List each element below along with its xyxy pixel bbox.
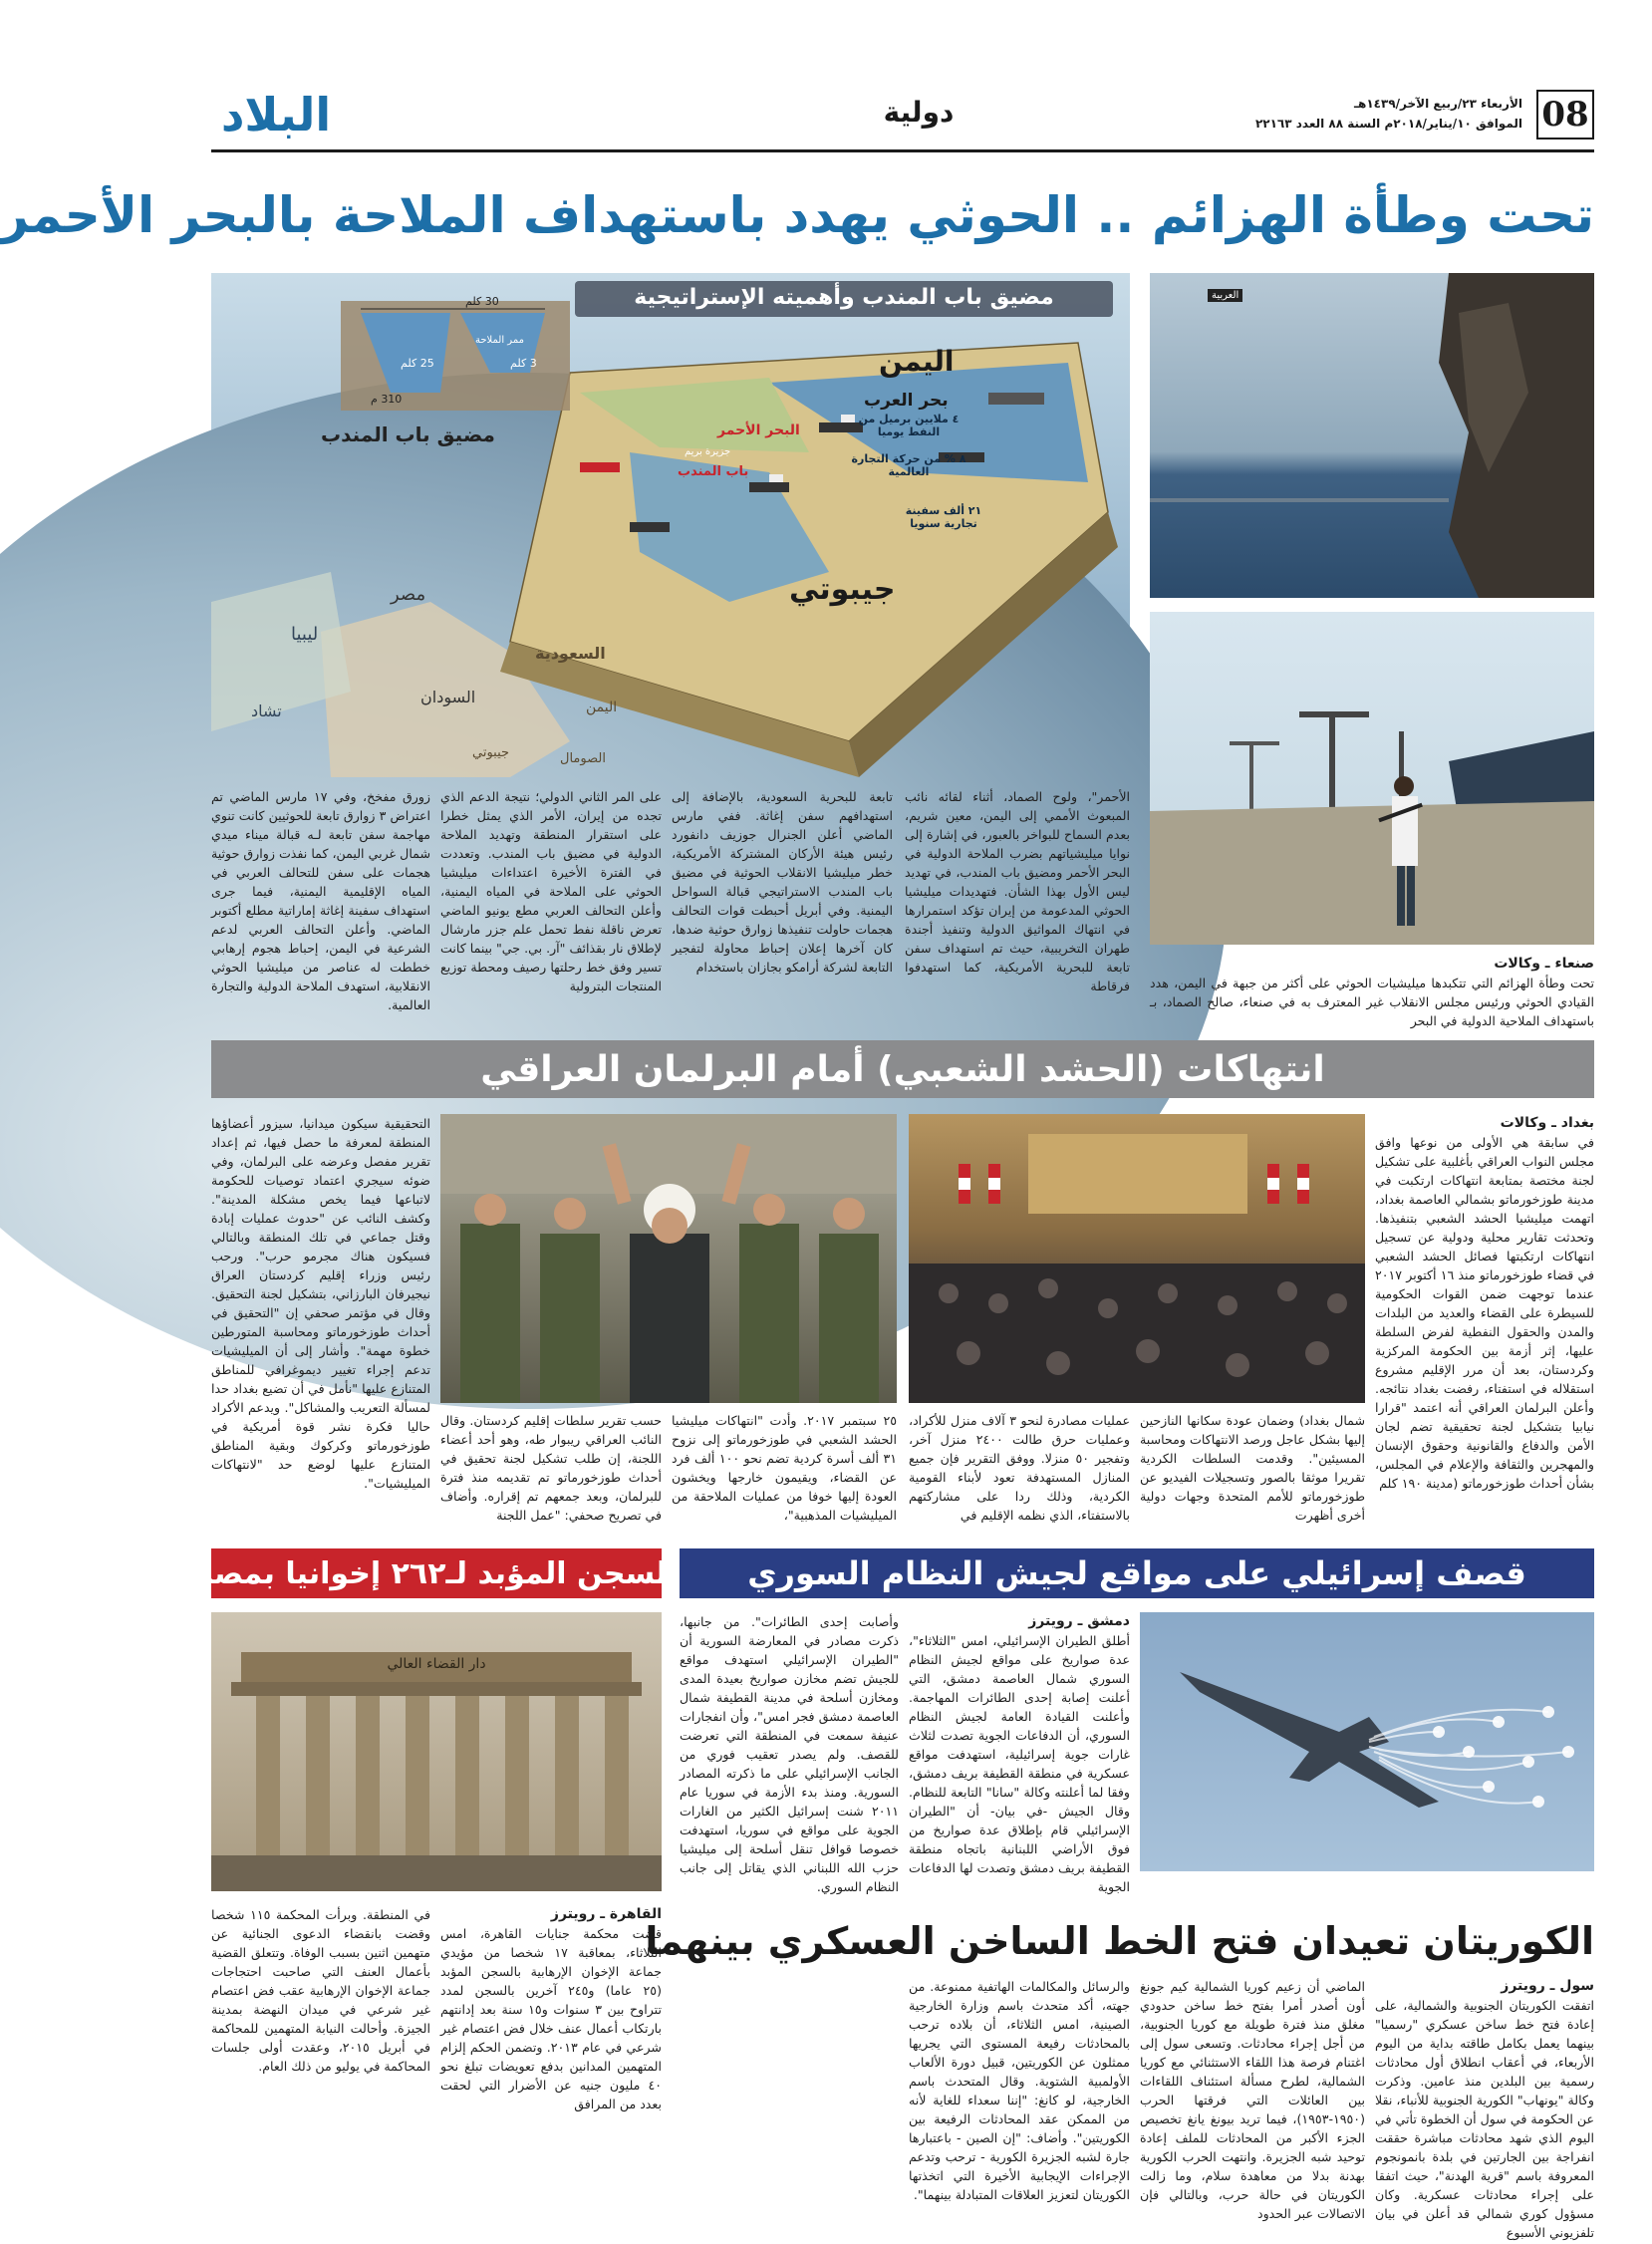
story2-dateline: بغداد ـ وكالات (1500, 1115, 1594, 1131)
story2-headline-band (211, 1040, 1594, 1098)
story1-dateline: صنعاء ـ وكالات (1494, 956, 1594, 972)
masthead-rule (211, 149, 1594, 152)
map-depth2: 25 كلم (401, 357, 434, 370)
map-djibouti: جيبوتي (789, 572, 896, 607)
story4-headline: السجن المؤبد لـ٢٦٢ إخوانيا بمصر (195, 1555, 678, 1591)
story5-col1 (1375, 1977, 1594, 2240)
bab-el-mandeb-map (211, 273, 1130, 777)
story2-col3: عمليات مصادرة لنحو ٣ آلاف منزل للأكراد، وعمليات حرق طالت ٢٤٠٠ منزل آخر، وتفجير ٥٠ منزلا. ووفق التقرير فإن جميع المنازل المستهدفة تعود لأبناء القومية الكردية، وذلك ردا على مشاركتهم بالاستفتاء، الذي نظمه الإقليم في (909, 1413, 1130, 1523)
court-building-photo (211, 1612, 662, 1891)
story4-col2: في المنطقة. وبرأت المحكمة ١١٥ شخصا وقضت بانقضاء الدعوى الجنائية عن متهمين اثنين بسبب الوفاة. وتتعلق القضية بأعمال العنف التي صاحبت احتجاجات جماعة الإخوان الإرهابية عقب فض اعتصام غير شرعي في ميدان النهضة بمدينة الجيزة. وأحالت النيابة المتهمين للمحاكمة في أبريل ٢٠١٥، وعقدت أولى جلسات المحاكمة في يوليو من ذلك العام. (211, 1907, 430, 2074)
section-title: دولية (883, 96, 955, 129)
story1-col1: الأحمر"، ولوح الصماد، أثناء لقائه نائب المبعوث الأممي إلى اليمن، معين شريم، بعدم السماح للبواخر بالعبور، في إشارة إلى نوايا ميليشياتهم بضرب الملاحة الدولية في البحر الأحمر ومضيق باب المندب، في تهديد ليس الأول بهذا الشأن. فتهديدات ميليشيا الحوثي المدعومة من إيران تؤكد استمرارها في انتهاك المواثيق الدولية وتنفيذ أجندة طهران التخريبية، حيث تم استهداف سفن تابعة للبحرية الأمريكية، كما استهدفوا فرقاطة (905, 789, 1130, 993)
story2-col1-text: في سابقة هي الأولى من نوعها وافق مجلس النواب العراقي بأغلبية على تشكيل لجنة مختصة بمتابعة انتهاكات ارتكبت في مدينة طوزخورماتو بشمالي العاصمة بغداد، اتهمت ميليشيا الحشد الشعبي بتنفيذها. وتحدثت تقارير محلية ودولية عن تسجيل انتهاكات ارتكبتها فصائل الحشد الشعبي في قضاء طوزخورماتو منذ ١٦ أكتوبر ٢٠١٧ عندما توجهت ضمن القوات الحكومية للسيطرة على القضاء والعديد من البلدات والمدن والحقول النفطية لفرض السلطة عليها، إثر أزمة بين الحكومة المركزية وكردستان، بعد أن مرر الإقليم مشروع استقلاله في استفتاء، رفضت بغداد نتائجه. وأعلن البرلمان العراقي أنه اعتمد "قرارا نيابيا بتشكيل لجنة تحقيقية تضم لجان الأمن والدفاع والقانونية وحقوق الإنسان والمهجرين والثقافة والإعلام في المجلس، بشأن أحداث طوزخورماتو (مدينة ١٩٠ كلم (1375, 1135, 1594, 1491)
map-djibouti-small: جيبوتي (472, 745, 510, 760)
story2-col5: حسب تقرير سلطات إقليم كردستان. وقال النائب العراقي ريبوار طه، وهو أحد أعضاء اللجنة، إن طلب تشكيل لجنة تحقيق في أحداث طوزخورماتو تم تقديمه منذ فترة للبرلمان، وبعد جمعهم تم إقراره. وأضاف في تصريح صحفي: "عمل اللجنة (440, 1413, 662, 1523)
map-stat-oil: ٤ ملايين برميل من النفط يوميا (858, 413, 960, 438)
story1-headline: تحت وطأة الهزائم .. الحوثي يهدد باستهداف الملاحة بالبحر الأحمر (0, 186, 1594, 244)
story2-col6: التحقيقية سيكون ميدانيا، سيزور أعضاؤها المنطقة لمعرفة ما حصل فيها، ثم إعداد تقرير مفصل وعرضه على البرلمان، وفي ضوئه سيجري اعتماد توصيات للحكومة لاتباعها فيما يخص مشكلة المدينة". وكشف النائب عن "حدوث عمليات إبادة وقتل جماعي في تلك المنطقة وبالتالي فسيكون هناك مجرمو حرب". ورحب رئيس وزراء إقليم كردستان العراق نيجيرفان البارزاني، بتشكيل لجنة التحقيق. وقال في مؤتمر صحفي إن "التحقيق في أحداث طوزخورماتو ومحاسبة المتورطين خطوة مهمة". وأشار إلى أن الميليشيات تدعم إجراء تغيير ديموغرافي للمناطق المتنازع عليها "نأمل في أن تضيع بغداد حدا لمسألة التعريب والمشاكل". ويدعم الأكراد حاليا فكرة نشر قوة أمريكية في طوزخورماتو وكركوك وبقية المناطق المتنازع عليها لوضع حد "لانتهاكات الميليشيات". (211, 1116, 430, 1491)
jet-graphic (1140, 1612, 1594, 1871)
story2-headline: انتهاكات (الحشد الشعبي) أمام البرلمان العراقي (480, 1048, 1325, 1090)
map-yemen-small: اليمن (586, 700, 618, 715)
story4-col1-text: قضت محكمة جنايات القاهرة، امس الثلاثاء، بمعاقبة ١٧ شخصا من مؤيدي جماعة الإخوان الإرهابية بالسجن المؤبد (٢٥ عاما) و٢٤٥ آخرين بالسجن لمدد تتراوح بين ٣ سنوات و١٥ سنة بعد إدانتهم بارتكاب أعمال عنف خلال فض اعتصام غير شرعي في عام ٢٠١٣. وتضمن الحكم إلزام المتهمين المدانين بدفع تعويضات تبلغ نحو ٤٠ مليون جنيه عن الأضرار التي لحقت بعدد من المرافق (440, 1926, 662, 2111)
story1-col2: تابعة للبحرية السعودية، بالإضافة إلى استهدافهم سفن إغاثة. ففي مارس الماضي أعلن الجنرال جوزيف دانفورد رئيس هيئة الأركان المشتركة الأمريكية، خطر ميليشيا الانقلاب الحوثية في مضيق باب المندب الاستراتيجي قبالة السواحل اليمنية. وفي أبريل أحبطت قوات التحالف هجمات حاولت تنفيذها زوارق حوثية ضدها، كان آخرها إعلان إحباط محاولة لتفجير التابعة لشركة أرامكو بجازان باستخدام (672, 789, 893, 975)
map-perim: جزيرة بريم (685, 446, 731, 457)
story5-spacer (680, 1977, 899, 2194)
story1-caption (1150, 955, 1594, 1028)
page-number: 08 (1541, 95, 1589, 135)
court-graphic (211, 1612, 662, 1891)
map-saudi: السعودية (535, 644, 606, 663)
port-graphic (1150, 612, 1594, 945)
date-gregorian: الموافق ١٠/يناير/٢٠١٨م السنة ٨٨ العدد ٢٢١٦٣ (1254, 117, 1522, 131)
story4-col1 (440, 1905, 662, 2194)
date-line (1204, 94, 1522, 134)
story3-headline-band (680, 1548, 1594, 1598)
map-channel: ممر الملاحة (475, 335, 524, 346)
logo-text: البلاد (220, 88, 332, 141)
jet-flares-photo (1140, 1612, 1594, 1871)
story2-col2: شمال بغداد) وضمان عودة سكانها النازحين إليها بشكل عاجل ورصد الانتهاكات ومحاسبة المسيئين". وقدمت السلطات الكردية تقريرا موثقا بالصور وتسجيلات الفيديو عن طوزخورماتو للأمم المتحدة وجهات دولية أخرى أظهرت (1140, 1413, 1365, 1523)
date-hijri: الأربعاء ٢٣/ربيع الآخر/١٤٣٩هـ (1353, 97, 1522, 111)
story3-dateline: دمشق ـ رويترز (1028, 1613, 1130, 1629)
map-title: مضيق باب المندب وأهميته الإستراتيجية (634, 285, 1054, 310)
story2-col4: ٢٥ سبتمبر ٢٠١٧. وأدت "انتهاكات ميليشيا الحشد الشعبي في طوزخورماتو إلى نزوح ٣١ ألف أسرة كردية تضم نحو ١٠٠ ألف فرد عن القضاء، ويقيمون خارجها ويخشون العودة إليها خوفا من عمليات الملاحقة من الميليشيات المذهبية"، (672, 1413, 897, 1523)
story5-dateline: سول ـ رويترز (1501, 1978, 1594, 1994)
newspaper-logo[interactable] (211, 84, 341, 145)
story1-col3: على المر الثاني الدولي؛ نتيجة الدعم الذي تجده من إيران، الأمر الذي يمثل خطرا على استقرار المنطقة وتهديد الملاحة الدولية في مضيق باب المندب. وتعددت في الفترة الأخيرة اعتداءات ميليشيا الحوثي على الملاحة في المياه اليمنية، وأعلن التحالف العربي مطع يونيو الماضي تعرض ناقلة نفط تحمل علم جزر مارشال لإطلاق نار بقذائف "آر. بي. جي" بينما كانت تسير وفق خط رحلتها رصيف ومحطة توزيع المنتجات البترولية (440, 789, 662, 993)
story5-col2: الماضي أن زعيم كوريا الشمالية كيم جونغ أون أصدر أمرا بفتح خط ساخن حدودي مغلق منذ فترة طويلة مع كوريا الجنوبية، من أجل إجراء محادثات. وتسعى سول إلى اغتنام فرصة هذا اللقاء الاستثنائي مع كوريا الشمالية، لطرح مسألة استئناف اللقاءات بين العائلات التي فرقتها الحرب (١٩٥٠-١٩٥٣)، فيما تريد بيونغ يانغ تخصيص الجزء الأكبر من المحادثات للملف إعادة توحيد شبه الجزيرة. وانتهت الحرب الكورية بهدنة بدلا من معاهدة سلام، وما زالت الكوريتان في حالة حرب، وبالتالي فإن الاتصالات عبر الحدود (1140, 1979, 1365, 2221)
map-stat-ships: ٢١ ألف سفينة تجارية سنويا (905, 504, 982, 530)
map-libya: ليبيا (291, 624, 319, 645)
masthead (211, 84, 1594, 145)
parliament-graphic (909, 1114, 1365, 1403)
map-chad: تشاد (251, 701, 282, 720)
story2-col1 (1375, 1114, 1594, 1523)
story4-headline-band (195, 1548, 678, 1598)
story5-headline: الكوريتان تعيدان فتح الخط الساخن العسكري بينهما (645, 1919, 1594, 1963)
port-gunman-photo (1150, 612, 1594, 945)
map-strait-label: مضيق باب المندب (321, 422, 495, 446)
story3-col2: وأصابت إحدى الطائرات". من جانبها، ذكرت مصادر في المعارضة السورية أن "الطيران الإسرائيلي استهدف مواقع للجيش تضم مخازن صواريخ بعيدة المدى ومخازن أسلحة في مدينة القطيفة شمال العاصمة دمشق فجر امس"، وأن انفجارات عنيفة سمعت في المنطقة التي تعرضت للقصف. ولم يصدر تعقيب فوري من الجانب الإسرائيلي على ما ذكرته المصادر السورية. ومنذ بدء الأزمة في سوريا عام ٢٠١١ شنت إسرائيل الكثير من الغارات الجوية على مواقع في سوريا، استهدفت خصوصا قوافل تنقل أسلحة إلى ميليشيا حزب الله اللبناني الذي يقاتل إلى جانب النظام السوري. (680, 1614, 899, 1894)
map-depth1: 310 م (371, 393, 403, 406)
story5-col1-text: اتفقت الكوريتان الجنوبية والشمالية، على إعادة فتح خط ساخن عسكري "رسميا" بينهما يعمل بكامل طاقته بداية من اليوم الأربعاء، في أعقاب انطلاق أول محادثات رسمية بين البلدين منذ عامين. وذكرت وكالة "يونهاب" الكورية الجنوبية للأنباء، نقلا عن الحكومة في سول أن الخطوة تأتي في اليوم الذي شهد محادثات مباشرة حققت انفراجة بين الجارتين في بلدة بانمونجوم المعروفة باسم "قرية الهدنة"، حيث اتفقا على إجراء محادثات عسكرية. وكان مسؤول كوري شمالي قد أعلن في بيان تلفزيوني الأسبوع (1375, 1998, 1594, 2240)
pmf-march-photo (440, 1114, 897, 1403)
map-depth3: 3 كلم (510, 357, 537, 370)
map-strait-small: باب المندب (678, 464, 749, 479)
story3-col1 (909, 1612, 1130, 1894)
map-yemen: اليمن (879, 345, 955, 378)
story1-caption-text: تحت وطأة الهزائم التي تتكبدها ميليشيات الحوثي على أكثر من جبهة في اليمن، هدد القيادي الحوثي ورئيس مجلس الانقلاب غير المعترف به في صنعاء، صالح الصماد، بـ باستهداف الملاحية الدولية في البحر (1150, 976, 1594, 1028)
map-sudan: السودان (420, 688, 476, 706)
channel-logo: العربية (1208, 289, 1242, 302)
map-red-sea: البحر الأحمر (717, 422, 800, 438)
page-number-box (1536, 90, 1594, 140)
map-arab-sea: بحر العرب (864, 391, 949, 411)
march-graphic (440, 1114, 897, 1403)
court-sign: دار القضاء العالي (387, 1656, 486, 1672)
iraq-parliament-photo (909, 1114, 1365, 1403)
cliff-sea-photo (1150, 273, 1594, 598)
story3-col1-text: أطلق الطيران الإسرائيلي، امس "الثلاثاء"، عدة صواريخ على مواقع لجيش النظام السوري شمال العاصمة دمشق، التي أعلنت إصابة إحدى الطائرات المهاجمة. وأعلنت القيادة العامة لجيش النظام السوري، أن الدفاعات الجوية تصدت لثلاث غارات جوية إسرائيلية، استهدفت مواقع عسكرية في منطقة القطيفة بريف دمشق، وفقا لما أعلنته وكالة "سانا" التابعة للنظام. وقال الجيش -في بيان- أن "الطيران الإسرائيلي قام بإطلاق عدة صواريخ من فوق الأراضي اللبنانية باتجاه منطقة القطيفة بريف دمشق وتصدت لها الدفاعات الجوية (909, 1633, 1130, 1894)
story4-dateline: القاهرة ـ رويترز (550, 1906, 662, 1922)
map-somalia: الصومال (560, 751, 606, 766)
map-stat-trade: ٨ % من حركة التجارة العالمية (851, 452, 966, 478)
map-width: 30 كلم (465, 295, 499, 308)
story5-col3: والرسائل والمكالمات الهاتفية ممنوعة. من جهته، أكد متحدث باسم وزارة الخارجية الصينية، امس الثلاثاء، أن بلاده ترحب بالمحادثات رفيعة المستوى التي يجريها ممثلون عن الكوريتين، قبيل دورة الألعاب الأولمبية الشتوية. وقال المتحدث باسم الخارجية، لو كانغ: "إننا سعداء للغاية لأنه من الممكن عقد المحادثات الرفيعة بين الكوريتين". وأضاف: "إن الصين - باعتبارها جارة لشبه الجزيرة الكورية - ترحب وتدعم الإجراءات الإيجابية الأخيرة التي اتخذتها الكوريتان لتعزيز العلاقات المتبادلة بينهما". (909, 1979, 1130, 2202)
map-egypt: مصر (391, 584, 426, 605)
story3-headline: قصف إسرائيلي على مواقع لجيش النظام السوري (747, 1554, 1526, 1592)
cliff-graphic (1150, 273, 1594, 598)
story1-col4: زورق مفخخ، وفي ١٧ مارس الماضي تم اعتراض ٣ زوارق تابعة للحوثيين كانت تنوي مهاجمة سفن تابعة لـه قبالة ميناء ميدي شمال غربي اليمن، كما نفذت زوارق حوثية هجمات على سفن للتحالف العربي في المياه الإقليمية اليمنية، فيما جرى استهداف سفينة إغاثة إماراتية مطلع أكتوبر الماضي. وأعلن التحالف العربي لدعم الشرعية في اليمن، إحباط هجوم إرهابي خططت له عناصر من ميليشيا الحوثي الانقلابية، استهدف الملاحة الدولية والتجارة العالمية. (211, 789, 430, 1012)
